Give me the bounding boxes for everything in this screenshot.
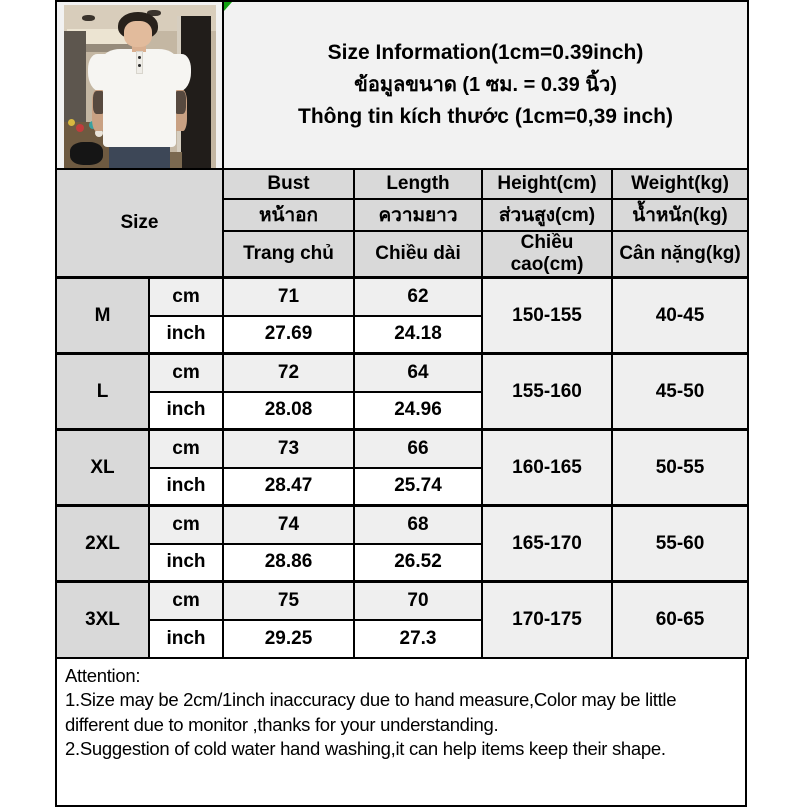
photo-shirt-placket (136, 51, 142, 74)
length-cm-value: 66 (354, 430, 482, 468)
weight-range: 55-60 (612, 506, 748, 582)
header-height-vi: Chiều cao(cm) (482, 231, 612, 278)
height-range: 160-165 (482, 430, 612, 506)
bust-inch-value: 28.47 (223, 468, 354, 506)
bust-cm-value: 72 (223, 354, 354, 392)
unit-cm: cm (149, 278, 223, 316)
header-length-en: Length (354, 169, 482, 199)
length-inch-value: 26.52 (354, 544, 482, 582)
size-label-m: M (56, 278, 149, 354)
photo-jeans (109, 147, 170, 168)
bust-cm-value: 73 (223, 430, 354, 468)
header-weight-th: น้ำหนัก(kg) (612, 199, 748, 231)
unit-cm: cm (149, 506, 223, 544)
bust-cm-value: 74 (223, 506, 354, 544)
title-cell (223, 1, 748, 169)
size-label-xl: XL (56, 430, 149, 506)
header-bust-en: Bust (223, 169, 354, 199)
header-weight-en: Weight(kg) (612, 169, 748, 199)
photo-face (124, 21, 151, 47)
attention-line-1: 1.Size may be 2cm/1inch inaccuracy due to hand measure,Color may be little different due to monitor ,thanks for your understanding. (65, 689, 677, 735)
unit-inch: inch (149, 316, 223, 354)
title-thai: ข้อมูลขนาด (1 ซม. = 0.39 นิ้ว) (354, 73, 617, 96)
length-inch-value: 24.96 (354, 392, 482, 430)
header-bust-vi: Trang chủ (223, 231, 354, 278)
unit-inch: inch (149, 392, 223, 430)
header-bust-th: หน้าอก (223, 199, 354, 231)
height-range: 170-175 (482, 582, 612, 658)
unit-inch: inch (149, 468, 223, 506)
weight-range: 50-55 (612, 430, 748, 506)
height-range: 150-155 (482, 278, 612, 354)
unit-cm: cm (149, 430, 223, 468)
unit-cm: cm (149, 582, 223, 620)
size-header: Size (56, 169, 223, 278)
size-chart-sheet (55, 0, 747, 807)
weight-range: 40-45 (612, 278, 748, 354)
header-weight-vi: Cân nặng(kg) (612, 231, 748, 278)
size-label-3xl: 3XL (56, 582, 149, 658)
bust-inch-value: 27.69 (223, 316, 354, 354)
photo-clutter (76, 124, 84, 132)
length-cm-value: 64 (354, 354, 482, 392)
length-inch-value: 27.3 (354, 620, 482, 658)
weight-range: 60-65 (612, 582, 748, 658)
size-label-2xl: 2XL (56, 506, 149, 582)
photo-bag (70, 142, 103, 165)
attention-heading: Attention: (65, 664, 141, 686)
length-inch-value: 25.74 (354, 468, 482, 506)
bust-inch-value: 28.08 (223, 392, 354, 430)
length-cm-value: 68 (354, 506, 482, 544)
bust-inch-value: 28.86 (223, 544, 354, 582)
size-label-l: L (56, 354, 149, 430)
bust-cm-value: 71 (223, 278, 354, 316)
bust-inch-value: 29.25 (223, 620, 354, 658)
height-range: 155-160 (482, 354, 612, 430)
green-corner-marker (223, 2, 232, 11)
header-length-vi: Chiều dài (354, 231, 482, 278)
header-length-th: ความยาว (354, 199, 482, 231)
weight-range: 45-50 (612, 354, 748, 430)
length-cm-value: 70 (354, 582, 482, 620)
attention-line-2: 2.Suggestion of cold water hand washing,it can help items keep their shape. (65, 738, 666, 760)
product-photo-cell (56, 1, 223, 169)
size-table (55, 0, 749, 659)
title-english: Size Information(1cm=0.39inch) (327, 40, 644, 64)
title-vietnamese: Thông tin kích thước (1cm=0,39 inch) (298, 104, 673, 128)
photo-door (181, 16, 211, 168)
model-photo (64, 5, 216, 168)
height-range: 165-170 (482, 506, 612, 582)
attention-note (55, 659, 747, 807)
header-height-en: Height(cm) (482, 169, 612, 199)
unit-cm: cm (149, 354, 223, 392)
length-cm-value: 62 (354, 278, 482, 316)
unit-inch: inch (149, 620, 223, 658)
unit-inch: inch (149, 544, 223, 582)
photo-curtain (64, 31, 87, 132)
header-height-th: ส่วนสูง(cm) (482, 199, 612, 231)
length-inch-value: 24.18 (354, 316, 482, 354)
bust-cm-value: 75 (223, 582, 354, 620)
